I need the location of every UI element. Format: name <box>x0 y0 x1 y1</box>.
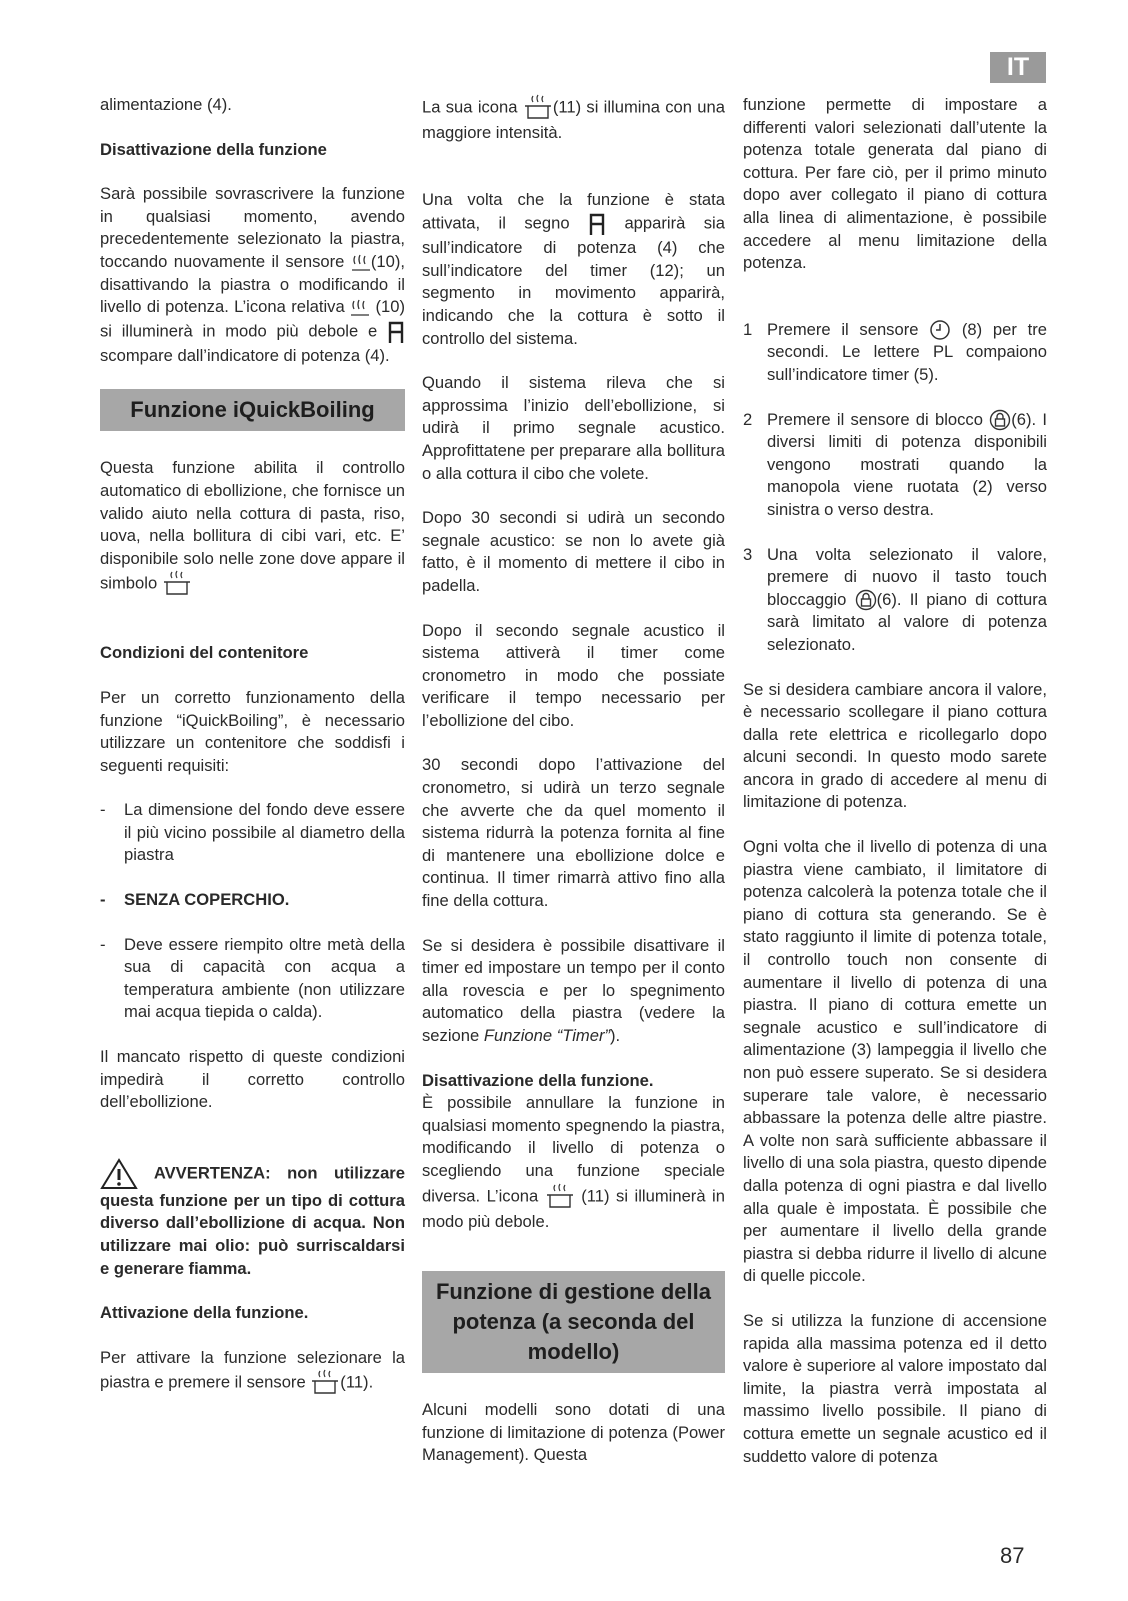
paragraph: Per attivare la funzione selezionare la piastra e premere il sensore (11). <box>100 1347 405 1398</box>
column-2 <box>422 94 725 1489</box>
paragraph: Una volta che la funzione è stata attivata, il segno apparirà sia sull’indicatore di potenza (4) che sull’indicatore del timer (12); un segmento in movimento apparirà, indicando che la cottura è sotto il controllo del sistema. <box>422 189 725 348</box>
paragraph: 30 secondi dopo l’attivazione del cronometro, si udirà un terzo segnale che avverte che da quel momento il sistema ridurrà la potenza fornita al fine di mantenere una ebollizione dolce e continua. Il timer rimarrà attivo fino alla fine della cottura. <box>422 755 725 911</box>
numbered-step: 3 Una volta selezionato il valore, premere di nuovo il tasto touch bloccaggio (6). Il piano di cottura sarà limitato al valore di potenza selezionato. <box>743 544 1047 654</box>
pot-boiling-icon <box>310 1369 340 1397</box>
numbered-step: 2 Premere il sensore di blocco (6). I diversi limiti di potenza disponibili vengono mostrati quando la manopola viene ruotata (2) verso sinistra o verso destra. <box>743 409 1047 519</box>
paragraph: Dopo 30 secondi si udirà un secondo segnale acustico: se non lo avete già fatto, è il momento di mettere il cibo in padella. <box>422 508 725 595</box>
numbered-step: 1 Premere il sensore (8) per tre secondi. Le lettere PL compaiono sull’indicatore timer (5). <box>743 319 1047 384</box>
list-item: - SENZA COPERCHIO. <box>100 890 290 910</box>
paragraph: Per un corretto funzionamento della funzione “iQuickBoiling”, è necessario utilizzare un contenitore che soddisfi i seguenti requisiti: <box>100 687 405 775</box>
boil-steam-icon <box>350 299 370 317</box>
list-item: - Deve essere riempito oltre metà della sua di capacità con acqua a temperatura ambiente (non utilizzare mai acqua tiepida o calda). <box>100 934 405 1022</box>
warning-note: AVVERTENZA: non utilizzare questa funzione per un tipo di cottura diverso dall’ebollizione di acqua. Non utilizzare mai olio: può surriscaldarsi e generare fiamma. <box>100 1158 405 1280</box>
pot-boiling-icon <box>162 570 192 598</box>
warning-icon <box>100 1158 138 1190</box>
subheading-activation: Attivazione della funzione. <box>100 1303 309 1323</box>
paragraph: Il mancato rispetto di queste condizioni impedirà il corretto controllo dell’ebollizione. <box>100 1047 405 1112</box>
list-item: - La dimensione del fondo deve essere il più vicino possibile al diametro della piastra <box>100 800 405 865</box>
language-badge: IT <box>990 52 1046 83</box>
subheading-container-conditions: Condizioni del contenitore <box>100 643 309 663</box>
paragraph: Alcuni modelli sono dotati di una funzione di limitazione di potenza (Power Management). Questa <box>422 1400 725 1465</box>
paragraph: Disattivazione della funzione. È possibile annullare la funzione in qualsiasi momento spegnendo la piastra, modificando il livello di potenza o scegliendo una funzione speciale diversa. L’icona (11) si illuminerà in modo più debole. <box>422 1070 725 1231</box>
pot-boiling-icon <box>545 1183 575 1211</box>
lock-icon <box>855 589 877 611</box>
subheading-deactivation: Disattivazione della funzione. <box>422 1070 654 1090</box>
paragraph: funzione permette di impostare a differenti valori selezionati dall’utente la potenza totale generata dal piano di cottura. Per fare ciò, per il primo minuto dopo aver collegato il piano di cottura alla linea di alimentazione, è possibile accedere al menu limitazione della potenza. <box>743 95 1047 273</box>
paragraph: Questa funzione abilita il controllo automatico di ebollizione, che fornisce un valido aiuto nella cottura di pasta, riso, uova, nella bollitura di cibi vari, etc. E’ disponibile solo nelle zone dove appare il simbolo <box>100 457 405 598</box>
column-3 <box>743 94 1047 1490</box>
paragraph: Se si utilizza la funzione di accensione rapida alla massima potenza ed il detto valore è superiore al valore impostato dal limite, la piastra verrà impostata al massimo livello possibile. Il piano di cottura emette un segnale acustico ed il suddetto valore di potenza <box>743 1310 1047 1466</box>
section-title-power-management: Funzione di gestione della potenza (a seconda del modello) <box>422 1271 725 1373</box>
segment-a-icon <box>387 319 405 345</box>
clock-icon <box>929 319 951 341</box>
lock-icon <box>989 409 1011 431</box>
boil-steam-icon <box>351 254 371 272</box>
paragraph: Quando il sistema rileva che si approssima l’inizio dell’ebollizione, si udirà il primo segnale acustico. Approfittatene per preparare alla bollitura o alla cottura il cibo che volete. <box>422 373 725 483</box>
paragraph: Se si desidera cambiare ancora il valore, è necessario scollegare il piano cottura dalla rete elettrica e ricollegarlo dopo alcuni secondi. In questo modo sarete ancora in grado di accedere al menu di limitazione di potenza. <box>743 679 1047 812</box>
column-1 <box>100 94 405 1419</box>
paragraph: alimentazione (4). <box>100 95 232 114</box>
paragraph: Se si desidera è possibile disattivare il timer ed impostare un tempo per il conto alla rovescia e per lo spegnimento automatico della piastra (vedere la sezione Funzione “Timer”). <box>422 935 725 1045</box>
paragraph: La sua icona (11) si illumina con una maggiore intensità. <box>422 94 725 145</box>
paragraph: Dopo il secondo segnale acustico il sistema attiverà il timer come cronometro in modo che possiate verificare il tempo necessario per l’ebollizione del cibo. <box>422 620 725 730</box>
segment-a-icon <box>588 211 606 237</box>
paragraph: Ogni volta che il livello di potenza di una piastra viene cambiato, il limitatore di potenza calcolerà la potenza totale che il piano di cottura sta generando. Se è stato raggiunto il limite di potenza totale, il controllo touch non consente di aumentare il livello di potenza di una piastra. Il piano di cottura emette un segnale acustico e sull’indicatore di alimentazione (3) lampeggia il livello che non può essere superato. Se si desidera superare tale valore, è necessario abbassare la potenza delle altre piastre. A volte non sarà sufficiente abbassare il livello di una sola piastra, questo dipende dalla potenza di ogni piastra e dal livello alla quale è impostata. È possibile che per aumentare il livello della grande piastra si debba ridurre il livello di alcune di quelle piccole. <box>743 837 1047 1286</box>
subheading-deactivation: Disattivazione della funzione <box>100 139 327 159</box>
section-title-iquickboiling: Funzione iQuickBoiling <box>100 389 405 431</box>
page-number: 87 <box>1000 1543 1025 1568</box>
paragraph: Sarà possibile sovrascrivere la funzione in qualsiasi momento, avendo precedentemente selezionato la piastra, toccando nuovamente il sensore (10), disattivando la piastra o modificando il livello di potenza. L’icona relativa (10) si illuminerà in modo più debole e scompare dall’indicatore di potenza (4). <box>100 184 405 365</box>
pot-boiling-icon <box>523 94 553 122</box>
